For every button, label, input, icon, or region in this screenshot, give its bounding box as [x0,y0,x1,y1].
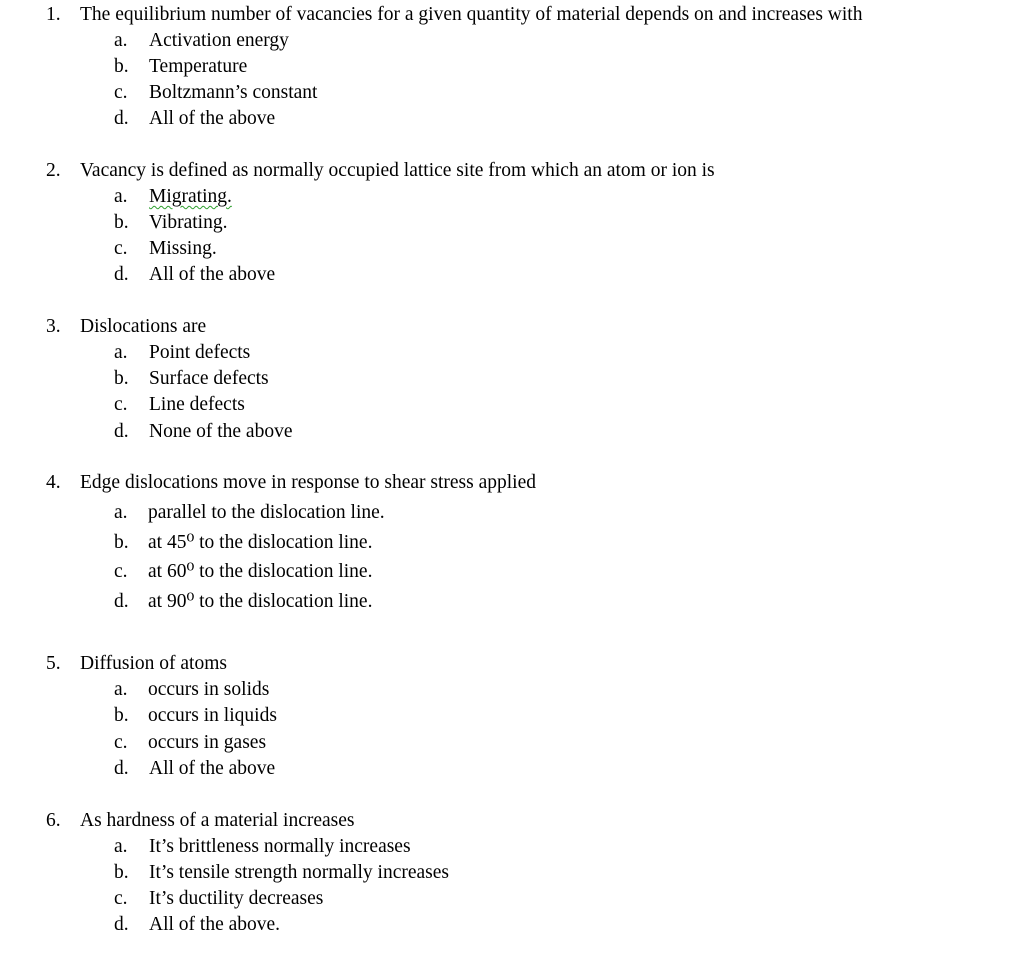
option-letter: d. [114,758,129,779]
question-number: 5. [46,653,61,674]
option-letter: d. [114,264,129,285]
option-letter: b. [114,705,129,726]
option-text: It’s tensile strength normally increases [149,862,450,883]
option-text: It’s brittleness normally increases [149,836,411,857]
option-letter: b. [114,862,129,883]
option-text-spellcheck-flagged: Migrating. [149,186,232,207]
option-text: occurs in liquids [148,705,277,726]
option-text: Activation energy [149,30,289,51]
option-letter: b. [114,532,129,553]
option-letter: c. [114,238,128,259]
option-letter: a. [114,679,128,700]
option-text: It’s ductility decreases [149,888,324,909]
option-letter: b. [114,212,129,233]
option-text: None of the above [149,421,293,442]
option-text: Surface defects [149,368,269,389]
option-text: at 45⁰ to the dislocation line. [148,532,373,553]
option-letter: a. [114,342,128,363]
option-letter: d. [114,421,129,442]
option-text: at 90⁰ to the dislocation line. [148,591,373,612]
question-number: 3. [46,316,61,337]
option-letter: c. [114,394,128,415]
option-text: All of the above [149,758,276,779]
option-text: All of the above [149,264,276,285]
option-text: parallel to the dislocation line. [148,502,385,523]
question-text: As hardness of a material increases [80,810,355,831]
option-text: at 60⁰ to the dislocation line. [148,561,373,582]
option-letter: c. [114,888,128,909]
option-letter: c. [114,732,128,753]
option-letter: a. [114,30,128,51]
option-letter: c. [114,561,128,582]
option-text: Line defects [149,394,245,415]
option-letter: d. [114,108,129,129]
option-text: Missing. [149,238,217,259]
option-letter: a. [114,502,128,523]
question-text: Vacancy is defined as normally occupied lattice site from which an atom or ion is [80,160,715,181]
question-number: 4. [46,472,61,493]
option-text: Temperature [149,56,248,77]
option-letter: b. [114,368,129,389]
option-letter: a. [114,186,128,207]
question-number: 2. [46,160,61,181]
question-text: Dislocations are [80,316,207,337]
option-letter: d. [114,914,129,935]
option-letter: d. [114,591,129,612]
option-text: All of the above [149,108,276,129]
question-number: 6. [46,810,61,831]
question-text: Edge dislocations move in response to shear stress applied [80,472,536,493]
option-letter: b. [114,56,129,77]
question-text: Diffusion of atoms [80,653,227,674]
option-text: All of the above. [149,914,281,935]
option-text: Boltzmann’s constant [149,82,318,103]
option-letter: c. [114,82,128,103]
option-text: occurs in gases [148,732,267,753]
option-text: Vibrating. [149,212,228,233]
option-text: Point defects [149,342,251,363]
question-text: The equilibrium number of vacancies for a given quantity of material depends on and increases with [80,4,863,25]
option-letter: a. [114,836,128,857]
option-text: occurs in solids [148,679,270,700]
question-number: 1. [46,4,61,25]
